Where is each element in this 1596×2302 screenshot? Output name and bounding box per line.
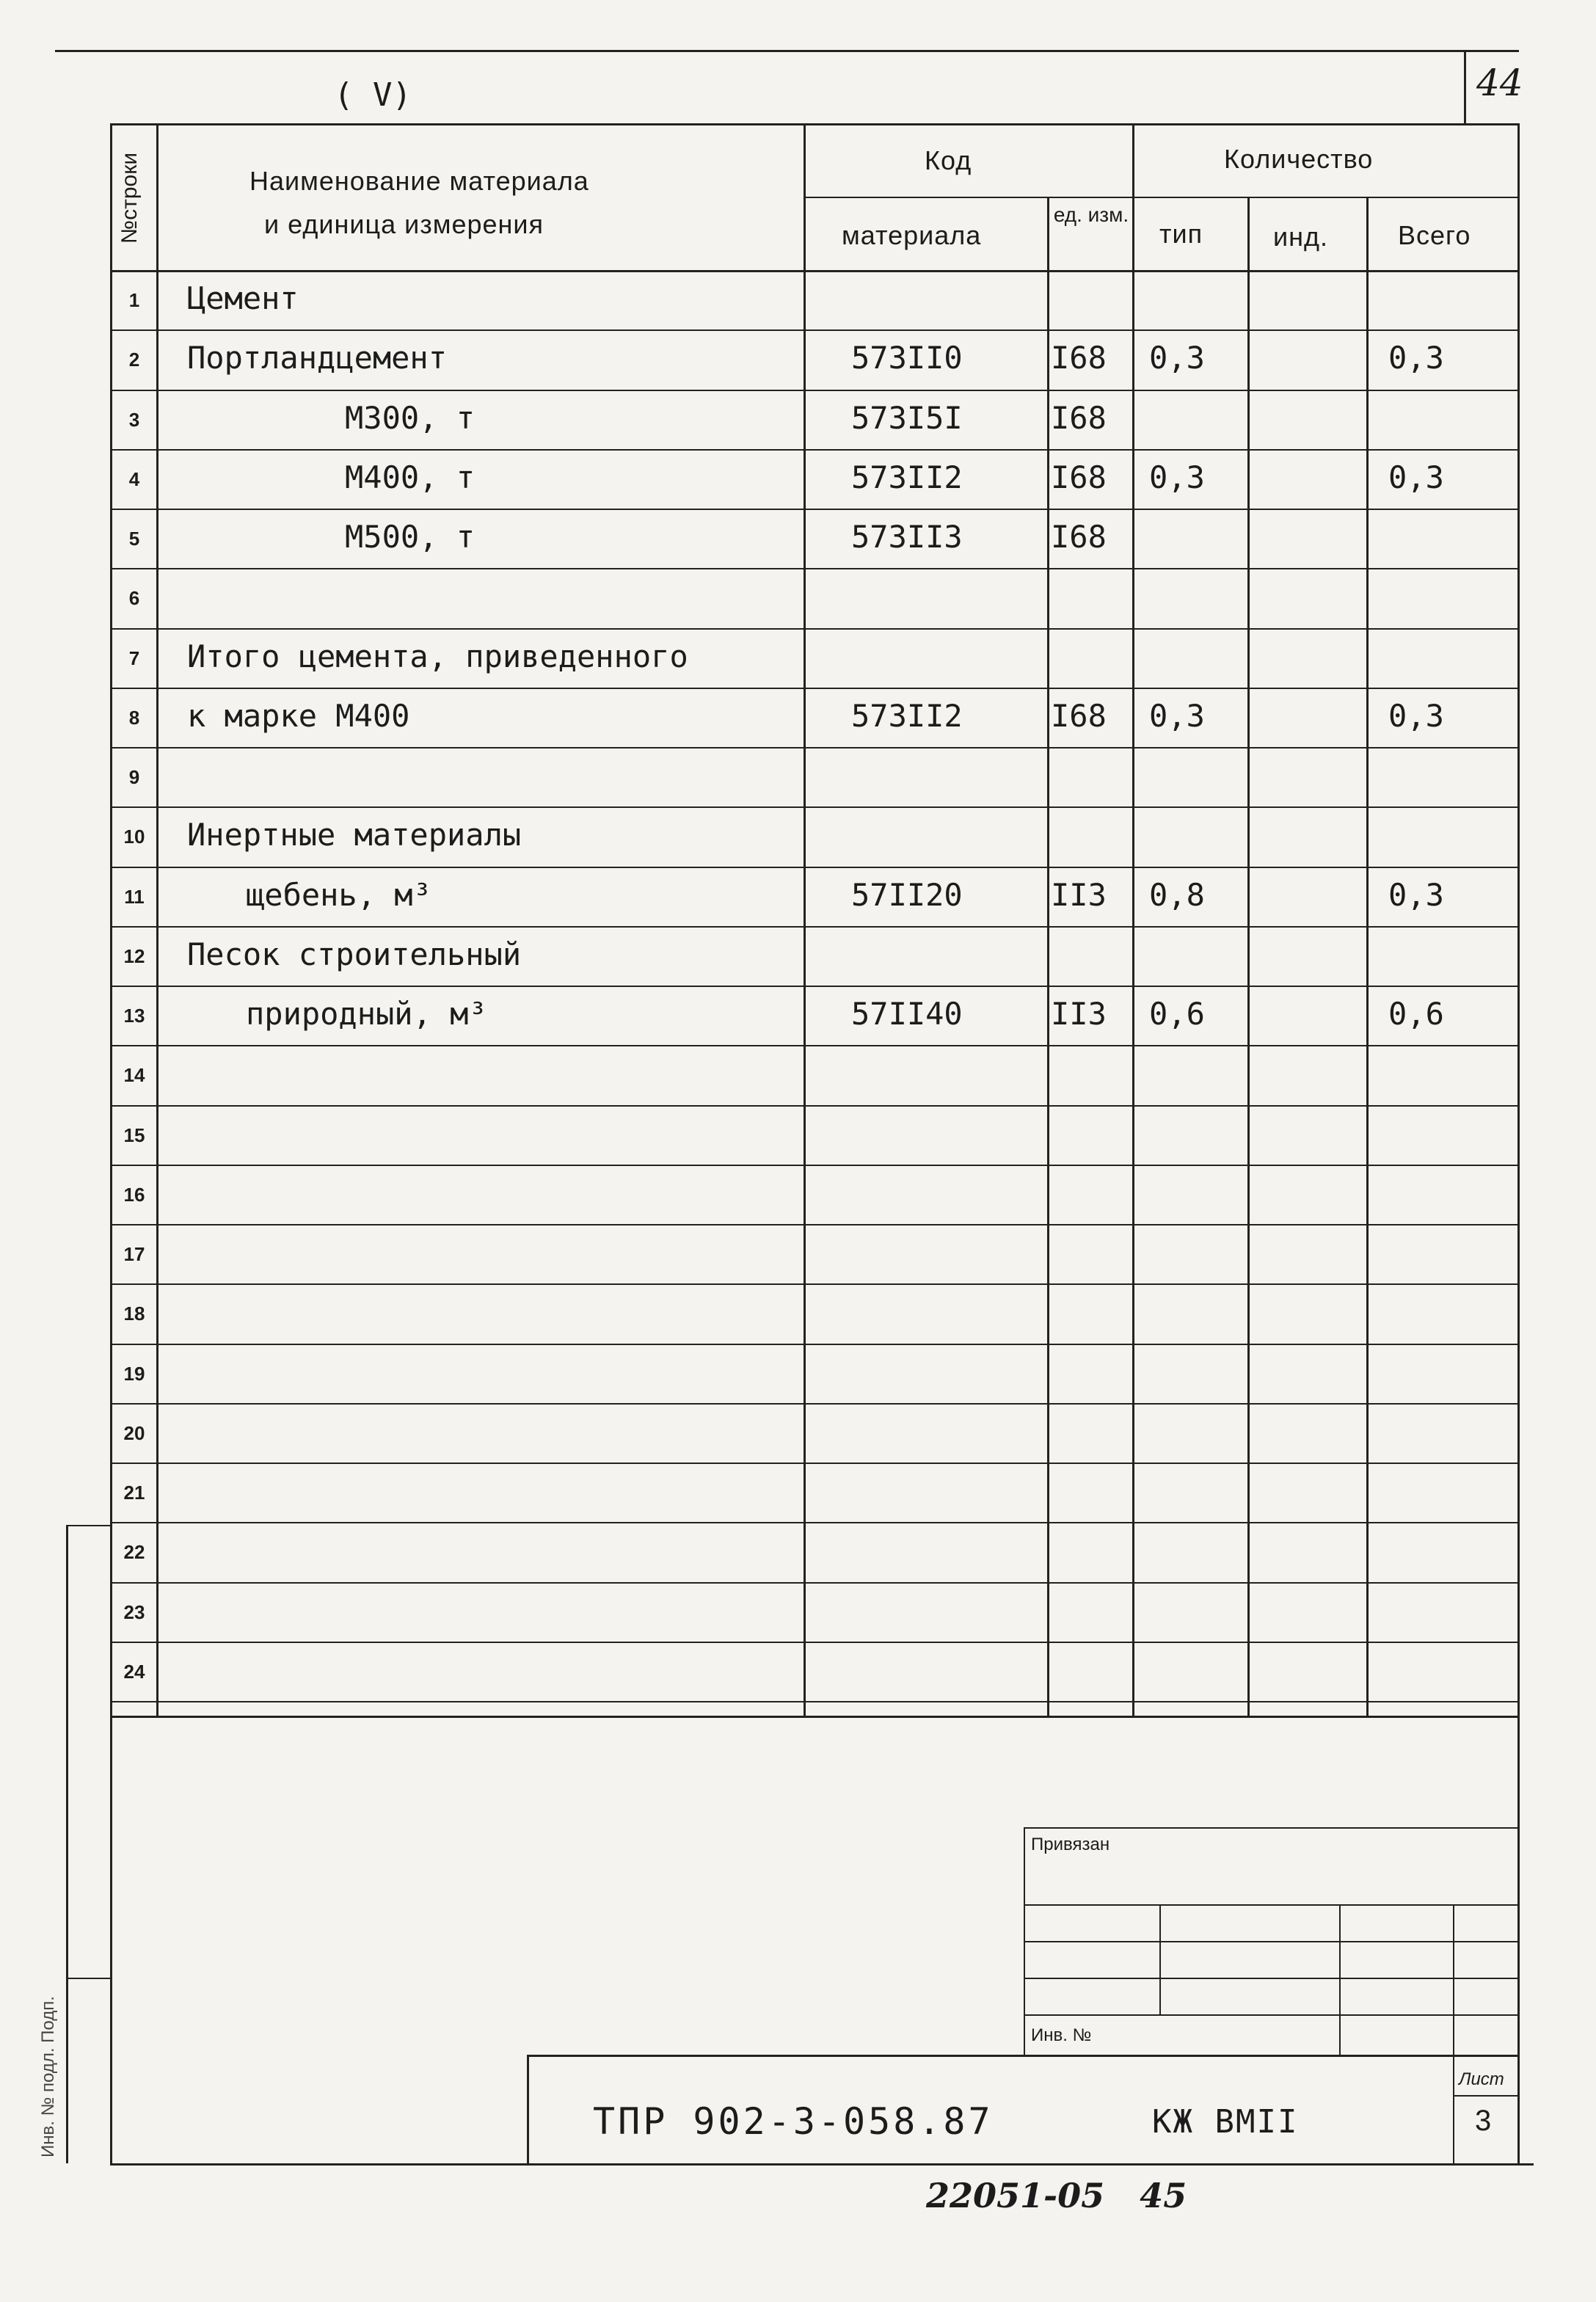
row-number: 17 [123, 1243, 145, 1265]
qty-total: 0,3 [1388, 340, 1444, 376]
col-qty-total-header: Всего [1398, 220, 1471, 250]
unit-code: II3 [1051, 876, 1107, 913]
row-number: 16 [123, 1183, 145, 1206]
row-number: 18 [123, 1303, 145, 1325]
doc-code: ТПР 902-3-058.87 [593, 2100, 994, 2143]
qty-total: 0,3 [1388, 697, 1444, 734]
material-name: М400, т [345, 459, 475, 495]
material-name: М300, т [345, 399, 475, 436]
material-name: щебень, м³ [246, 876, 431, 913]
page-number: 44 [1476, 62, 1523, 104]
qty-type: 0,3 [1149, 340, 1205, 376]
sheet-value: 3 [1475, 2105, 1492, 2137]
material-code: 57II40 [851, 996, 963, 1032]
col-code-unit-header: ед. изм. [1053, 203, 1129, 226]
row-number: 19 [123, 1362, 145, 1385]
unit-code: I68 [1051, 697, 1107, 734]
col-code-header: Код [925, 145, 972, 175]
material-name: Песок строительный [187, 936, 522, 972]
material-name: природный, м³ [246, 996, 487, 1032]
row-number: 23 [123, 1600, 145, 1623]
doc-mark: КЖ ВМII [1152, 2103, 1299, 2141]
row-number: 5 [128, 528, 140, 550]
qty-type: 0,6 [1149, 996, 1205, 1032]
unit-code: I68 [1051, 519, 1107, 555]
qty-total: 0,6 [1388, 996, 1444, 1032]
material-name: Инертные материалы [187, 817, 522, 853]
row-number: 7 [128, 646, 140, 669]
unit-code: I68 [1051, 340, 1107, 376]
qty-type: 0,8 [1149, 876, 1205, 913]
qty-type: 0,3 [1149, 697, 1205, 734]
qty-total: 0,3 [1388, 876, 1444, 913]
material-code: 573II0 [851, 340, 963, 376]
col-qty-header: Количество [1224, 144, 1374, 174]
qty-total: 0,3 [1388, 459, 1444, 495]
row-number: 22 [123, 1541, 145, 1564]
row-number: 24 [123, 1660, 145, 1683]
col-name-header-line1: Наименование материала [249, 166, 589, 196]
material-code: 573II2 [851, 697, 963, 734]
material-name: Портландцемент [187, 340, 448, 376]
row-number: 8 [128, 706, 140, 729]
row-number: 4 [128, 467, 140, 490]
material-name: к марке М400 [187, 697, 410, 734]
qty-type: 0,3 [1149, 459, 1205, 495]
material-name: Цемент [187, 280, 299, 316]
material-code: 573II2 [851, 459, 963, 495]
material-name: Итого цемента, приведенного [187, 638, 688, 674]
row-number: 10 [123, 826, 145, 848]
col-qty-type-header: тип [1159, 219, 1203, 249]
unit-code: I68 [1051, 459, 1107, 495]
row-number: 20 [123, 1421, 145, 1444]
row-number: 11 [124, 885, 145, 908]
row-number: 2 [128, 349, 140, 371]
unit-code: I68 [1051, 399, 1107, 436]
section-label: ( V) [334, 76, 412, 114]
side-label: Инв. № подл. Подп. [38, 1996, 58, 2157]
row-number: 13 [123, 1005, 145, 1027]
material-code: 573II3 [851, 519, 963, 555]
inv-no-label: Инв. № [1031, 2025, 1092, 2045]
row-number: 6 [128, 587, 140, 610]
row-number: 3 [128, 408, 140, 431]
row-number: 1 [128, 289, 140, 311]
row-number: 21 [123, 1482, 145, 1504]
footer-handwritten: 22051-05 45 [926, 2176, 1187, 2215]
col-row-no-header: №строки [117, 152, 142, 244]
row-number: 15 [123, 1123, 145, 1146]
row-number: 12 [123, 944, 145, 967]
unit-code: II3 [1051, 996, 1107, 1032]
col-name-header-line2: и единица измерения [264, 209, 544, 239]
sheet-label: Лист [1459, 2069, 1504, 2089]
row-number: 14 [123, 1064, 145, 1087]
linked-label: Привязан [1031, 1835, 1110, 1854]
col-qty-ind-header: инд. [1273, 222, 1328, 252]
material-code: 573I5I [851, 399, 963, 436]
col-code-material-header: материала [842, 220, 982, 250]
material-code: 57II20 [851, 876, 963, 913]
material-name: М500, т [345, 519, 475, 555]
row-number: 9 [128, 766, 140, 788]
